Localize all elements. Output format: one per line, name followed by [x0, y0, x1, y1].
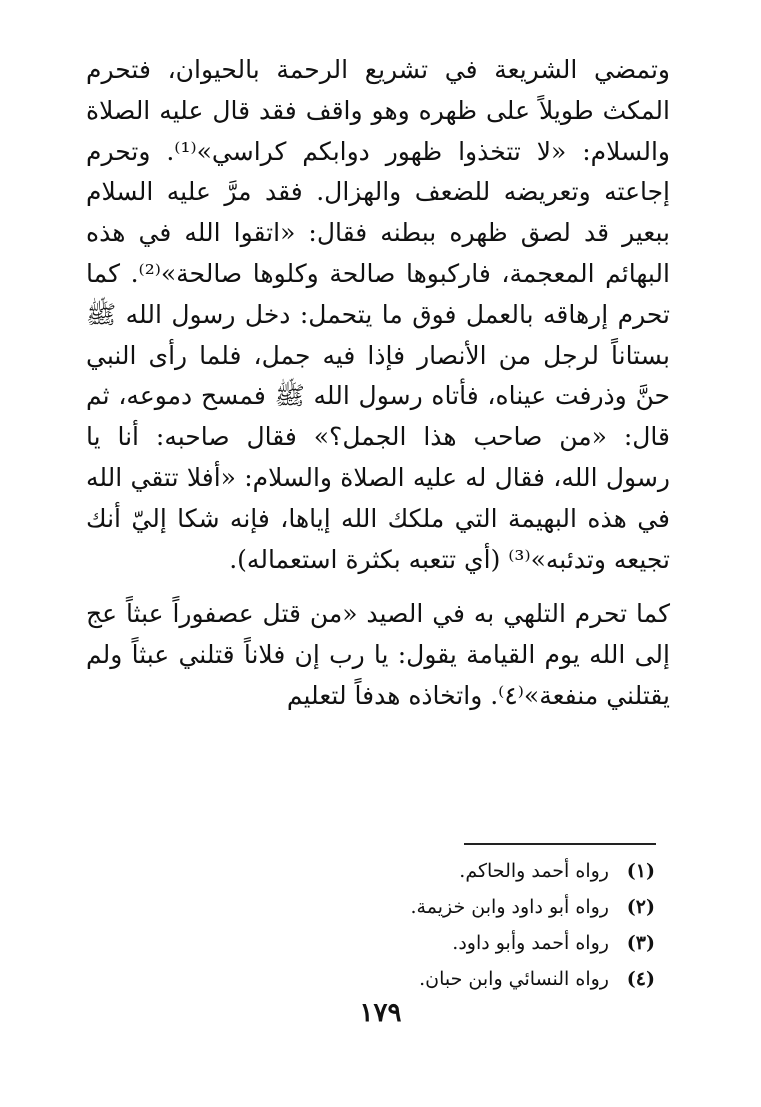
footnote-number: (٣)	[626, 932, 655, 954]
footnote-1	[255, 853, 655, 889]
footnote-text: رواه أحمد وأبو داود.	[452, 932, 609, 954]
footnote-text: رواه أبو داود وابن خزيمة.	[410, 896, 609, 918]
paragraph-2: كما تحرم التلهي به في الصيد «من قتل عصفوراً عبثاً عج إلى الله يوم القيامة يقول: يا رب إن فلاناً قتلني عبثاً ولم يقتلني منفعة»⁽٤⁾. واتخاذه هدفاً لتعليم	[86, 599, 670, 710]
footnote-3	[255, 925, 655, 961]
footnote-number: (١)	[626, 860, 655, 882]
footnote-4	[255, 961, 655, 997]
page-number: ١٧٩	[359, 998, 402, 1028]
footnote-text: رواه أحمد والحاكم.	[459, 860, 609, 882]
main-text	[86, 50, 670, 717]
footnotes-list	[255, 853, 655, 997]
footnote-number: (٤)	[626, 968, 655, 990]
footnote-separator	[464, 843, 656, 845]
paragraph-1: وتمضي الشريعة في تشريع الرحمة بالحيوان، فتحرم المكث طويلاً على ظهره وهو واقف فقد قال عليه الصلاة والسلام: «لا تتخذوا ظهور دوابكم كراسي»⁽¹⁾. وتحرم إجاعته وتعريضه للضعف والهزال. فقد مرَّ عليه السلام ببعير قد لصق ظهره ببطنه فقال: «اتقوا الله في هذه البهائم المعجمة، فاركبوها صالحة وكلوها صالحة»⁽²⁾. كما تحرم إرهاقه بالعمل فوق ما يتحمل: دخل رسول الله ﷺ بستاناً لرجل من الأنصار فإذا فيه جمل، فلما رأى النبي حنَّ وذرفت عيناه، فأتاه رسول الله ﷺ فمسح دموعه، ثم قال: «من صاحب هذا الجمل؟» فقال صاحبه: أنا يا رسول الله، فقال له عليه الصلاة والسلام: «أفلا تتقي الله في هذه البهيمة التي ملكك الله إياها، فإنه شكا إليّ أنك تجيعه وتدئبه»⁽³⁾ (أي تتعبه بكثرة استعماله).	[86, 55, 670, 574]
footnote-number: (٢)	[626, 896, 655, 918]
footnote-2	[255, 889, 655, 925]
footnote-text: رواه النسائي وابن حبان.	[419, 968, 609, 990]
